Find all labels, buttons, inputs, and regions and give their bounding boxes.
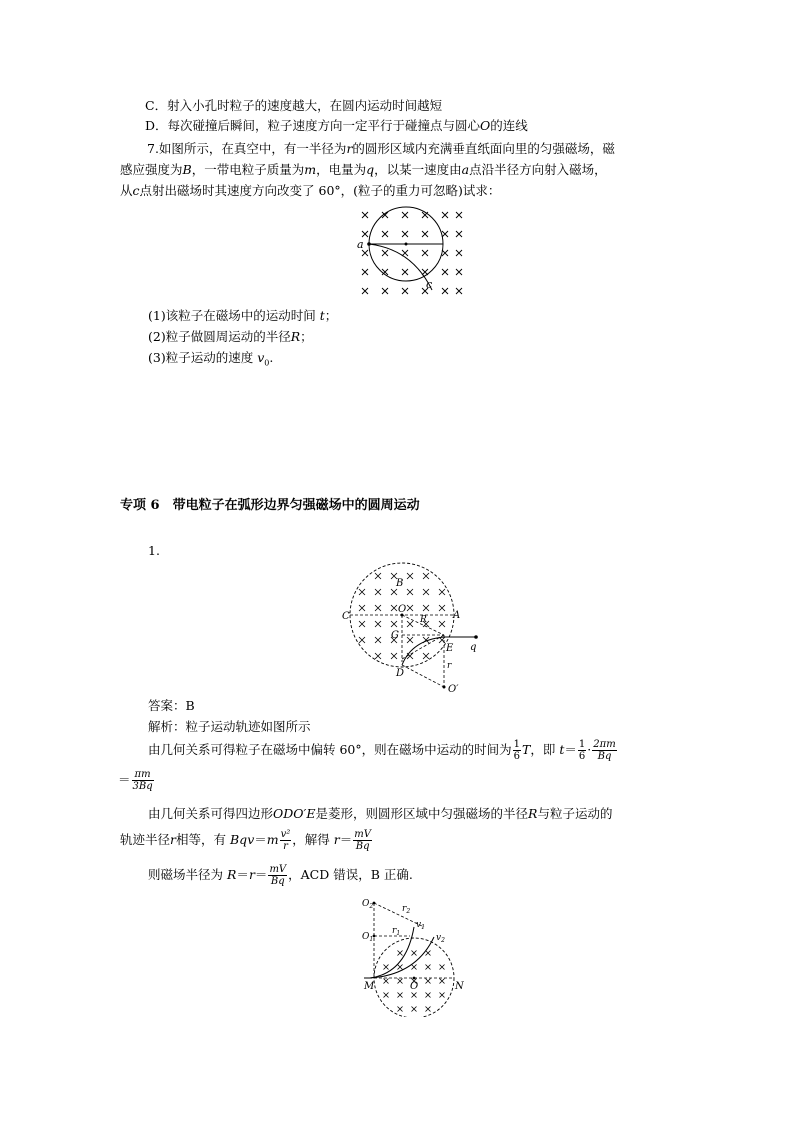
fig1-label-a: a xyxy=(357,238,364,251)
field-cross-mark xyxy=(412,993,417,998)
field-cross-mark xyxy=(375,621,381,627)
figure-circle-magnetic-field xyxy=(352,204,472,302)
svg-text:O1: $O_1$ xyxy=(362,932,374,943)
field-cross-mark xyxy=(442,212,448,218)
svg-text:E: E xyxy=(446,643,454,654)
field-cross-mark xyxy=(439,605,445,611)
problem7-line3: 从c点射出磁场时其速度方向改变了 60°，(粒子的重力可忽略)试求： xyxy=(120,183,501,198)
svg-text:O′: O′ xyxy=(448,684,459,695)
field-cross-mark xyxy=(407,589,413,595)
field-cross-mark xyxy=(359,637,365,643)
field-cross-mark xyxy=(382,250,388,256)
analysis-line: 解析：粒子运动轨迹如图所示 xyxy=(148,719,311,734)
svg-text:O: O xyxy=(398,604,407,615)
field-cross-mark xyxy=(407,621,413,627)
svg-text:q: q xyxy=(470,642,477,653)
field-cross-mark xyxy=(440,993,445,998)
field-cross-mark xyxy=(359,621,365,627)
field-cross-mark xyxy=(362,231,368,237)
field-cross-mark xyxy=(422,250,428,256)
field-cross-mark xyxy=(412,1007,417,1012)
field-cross-mark xyxy=(398,993,403,998)
field-cross-mark xyxy=(456,212,462,218)
field-cross-mark xyxy=(375,637,381,643)
svg-text:r2: $r_2$ xyxy=(402,904,411,915)
answer-label: 答案：B xyxy=(148,698,195,713)
field-cross-mark xyxy=(439,589,445,595)
field-cross-mark xyxy=(402,231,408,237)
field-cross-mark xyxy=(359,605,365,611)
field-cross-mark xyxy=(456,250,462,256)
answer-para1-cont: ＝ $\frac{\pi m}{3Bq}$ xyxy=(118,769,153,792)
option-c: C．射入小孔时粒子的速度越大，在圆内运动时间越短 xyxy=(145,98,443,113)
field-cross-mark xyxy=(456,231,462,237)
field-cross-mark xyxy=(384,979,389,984)
field-cross-mark xyxy=(442,250,448,256)
problem7-line1: 7.如图所示，在真空中，有一半径为r的圆形区域内充满垂直纸面向里的匀强磁场，磁 xyxy=(147,141,615,156)
svg-text:R: R xyxy=(420,615,427,625)
svg-text:D: D xyxy=(396,668,405,679)
svg-text:r: r xyxy=(447,661,452,671)
field-cross-mark xyxy=(402,288,408,294)
answer-para4: 则磁场半径为 R＝r＝ $\frac{mV}{Bq}$ ，ACD 错误，B 正确. xyxy=(148,864,413,887)
field-cross-mark xyxy=(422,231,428,237)
svg-text:N: N xyxy=(455,981,464,992)
field-cross-mark xyxy=(412,965,417,970)
field-cross-mark xyxy=(375,573,381,579)
field-cross-mark xyxy=(362,269,368,275)
field-cross-mark xyxy=(398,1007,403,1012)
fig1-label-c: c xyxy=(426,278,433,291)
field-cross-mark xyxy=(398,965,403,970)
figure-two-trajectories xyxy=(358,893,468,1017)
field-cross-mark xyxy=(423,589,429,595)
svg-text:v2: $v_2$ xyxy=(436,933,445,944)
field-cross-mark xyxy=(407,605,413,611)
question-3: (3)粒子运动的速度 $v_0$. xyxy=(148,350,274,368)
field-cross-mark xyxy=(384,965,389,970)
field-cross-mark xyxy=(442,288,448,294)
answer-para3: 轨迹半径r相等，有 Bqv＝m $\frac{\text{v²}}{r}$ ，解得 r＝ $\frac{mV}{Bq}$ xyxy=(120,829,372,852)
field-cross-mark xyxy=(391,621,397,627)
question-2: (2)粒子做圆周运动的半径R； xyxy=(148,329,313,344)
field-cross-mark xyxy=(426,993,431,998)
answer-para1: 由几何关系可得粒子在磁场中偏转 60°，则在磁场中运动的时间为 $\frac{1}{6}$ T，即 t＝ $\frac{1}{6}$ · $\frac{2\pi m}{Bq}$ xyxy=(148,739,616,762)
svg-text:C: C xyxy=(342,611,350,622)
field-cross-mark xyxy=(407,573,413,579)
field-cross-mark xyxy=(426,1007,431,1012)
field-cross-mark xyxy=(398,951,403,956)
field-cross-mark xyxy=(456,288,462,294)
field-cross-mark xyxy=(391,589,397,595)
svg-text:M: M xyxy=(364,981,375,992)
field-cross-mark xyxy=(442,269,448,275)
field-cross-mark xyxy=(439,621,445,627)
figure-arc-boundary-field xyxy=(330,562,500,700)
field-cross-mark xyxy=(423,653,429,659)
svg-text:A: A xyxy=(453,610,461,621)
field-cross-mark xyxy=(440,965,445,970)
field-cross-mark xyxy=(391,605,397,611)
answer-para2: 由几何关系可得四边形ODO′E是菱形，则圆形区域中匀强磁场的半径R与粒子运动的 xyxy=(148,806,613,821)
svg-text:r1: $r_1$ xyxy=(392,926,401,937)
field-cross-mark xyxy=(423,605,429,611)
field-cross-mark xyxy=(391,653,397,659)
field-cross-mark xyxy=(426,951,431,956)
section-title: 专项 6 带电粒子在弧形边界匀强磁场中的圆周运动 xyxy=(120,498,420,513)
field-cross-mark xyxy=(359,589,365,595)
svg-text:O2: $O_2$ xyxy=(362,899,374,910)
field-cross-mark xyxy=(402,212,408,218)
svg-text:G: G xyxy=(391,630,399,641)
field-cross-mark xyxy=(362,288,368,294)
svg-text:O: O xyxy=(410,981,419,992)
field-cross-mark xyxy=(402,269,408,275)
field-cross-mark xyxy=(422,212,428,218)
field-cross-mark xyxy=(440,979,445,984)
field-cross-mark xyxy=(456,269,462,275)
field-cross-mark xyxy=(382,231,388,237)
field-cross-mark xyxy=(384,993,389,998)
option-d: D．每次碰撞后瞬间，粒子速度方向一定平行于碰撞点与圆心O的连线 xyxy=(145,118,528,133)
field-cross-mark xyxy=(375,589,381,595)
field-cross-mark xyxy=(442,231,448,237)
field-cross-mark xyxy=(375,653,381,659)
svg-text:B: B xyxy=(396,578,404,589)
field-cross-mark xyxy=(375,605,381,611)
field-cross-mark xyxy=(426,965,431,970)
question-1: (1)该粒子在磁场中的运动时间 t； xyxy=(148,308,338,323)
field-cross-mark xyxy=(407,637,413,643)
item-number: 1. xyxy=(148,543,160,558)
field-cross-mark xyxy=(426,979,431,984)
field-cross-mark xyxy=(412,951,417,956)
field-cross-mark xyxy=(382,288,388,294)
problem7-line2: 感应强度为B，一带电粒子质量为m，电量为q，以某一速度由a点沿半径方向射入磁场， xyxy=(120,162,607,177)
field-cross-mark xyxy=(423,573,429,579)
field-cross-mark xyxy=(362,212,368,218)
svg-text:v1: $v_1$ xyxy=(416,920,425,931)
field-cross-mark xyxy=(398,979,403,984)
